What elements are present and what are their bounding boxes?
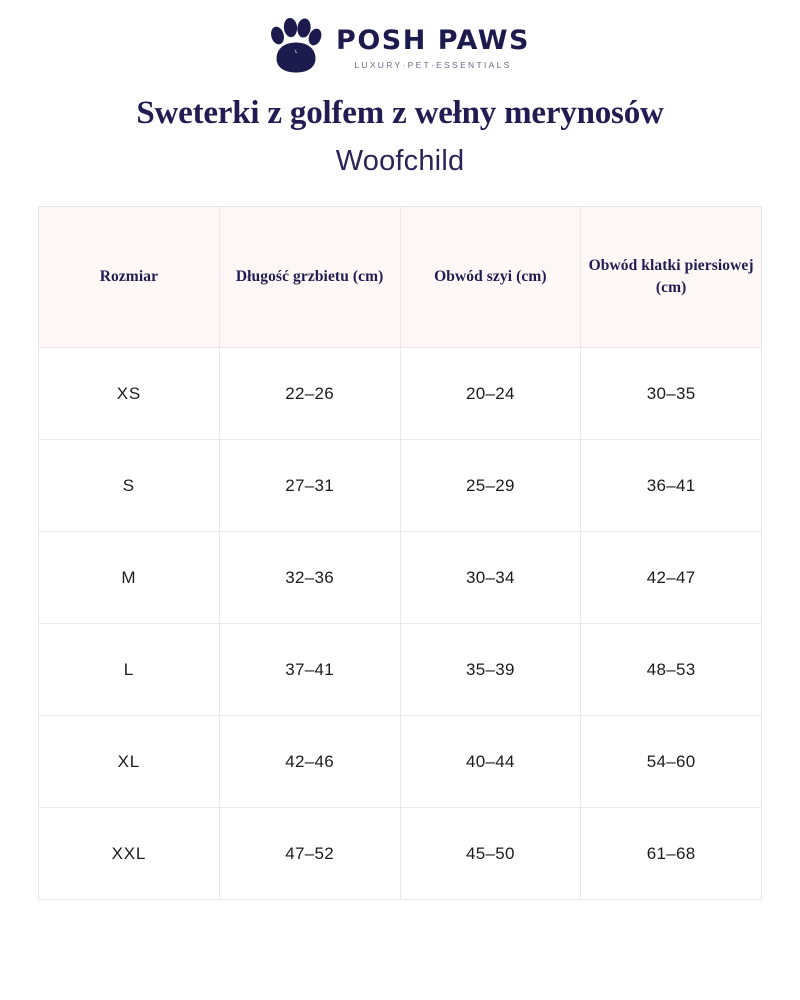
cell-chest: 42–47 bbox=[581, 532, 762, 624]
brand-wordmark bbox=[336, 23, 530, 70]
cell-size: M bbox=[39, 532, 220, 624]
cell-neck: 40–44 bbox=[400, 716, 581, 808]
cell-size: L bbox=[39, 624, 220, 716]
cell-back-length: 47–52 bbox=[219, 808, 400, 900]
cell-size: S bbox=[39, 440, 220, 532]
cell-neck: 25–29 bbox=[400, 440, 581, 532]
cell-neck: 35–39 bbox=[400, 624, 581, 716]
cell-back-length: 32–36 bbox=[219, 532, 400, 624]
column-header-back-length: Długość grzbietu (cm) bbox=[219, 207, 400, 348]
table-row bbox=[39, 440, 762, 532]
cell-size: XL bbox=[39, 716, 220, 808]
brand-name: POSH PAWS bbox=[336, 24, 530, 56]
cell-chest: 61–68 bbox=[581, 808, 762, 900]
page-subtitle: Woofchild bbox=[335, 144, 465, 177]
cell-back-length: 22–26 bbox=[219, 348, 400, 440]
table-row bbox=[39, 532, 762, 624]
column-header-chest: Obwód klatki piersiowej (cm) bbox=[581, 207, 762, 348]
table-row bbox=[39, 348, 762, 440]
table-row bbox=[39, 808, 762, 900]
cell-neck: 45–50 bbox=[400, 808, 581, 900]
cell-chest: 48–53 bbox=[581, 624, 762, 716]
column-header-size: Rozmiar bbox=[39, 207, 220, 348]
size-table-head bbox=[39, 207, 762, 348]
paw-print-icon bbox=[270, 18, 322, 74]
table-row bbox=[39, 716, 762, 808]
cell-chest: 36–41 bbox=[581, 440, 762, 532]
column-header-neck: Obwód szyi (cm) bbox=[400, 207, 581, 348]
page-title: Sweterki z golfem z wełny merynosów bbox=[136, 95, 664, 131]
size-table-container bbox=[38, 206, 762, 900]
brand-header bbox=[0, 0, 800, 74]
cell-chest: 30–35 bbox=[581, 348, 762, 440]
table-row bbox=[39, 624, 762, 716]
cell-neck: 30–34 bbox=[400, 532, 581, 624]
cell-back-length: 27–31 bbox=[219, 440, 400, 532]
size-table bbox=[38, 206, 762, 900]
cell-back-length: 42–46 bbox=[219, 716, 400, 808]
cell-chest: 54–60 bbox=[581, 716, 762, 808]
cell-size: XS bbox=[39, 348, 220, 440]
table-header-row bbox=[39, 207, 762, 348]
brand-tagline: LUXURY·PET·ESSENTIALS bbox=[354, 59, 512, 70]
cell-neck: 20–24 bbox=[400, 348, 581, 440]
cell-size: XXL bbox=[39, 808, 220, 900]
cell-back-length: 37–41 bbox=[219, 624, 400, 716]
size-table-body bbox=[39, 348, 762, 900]
